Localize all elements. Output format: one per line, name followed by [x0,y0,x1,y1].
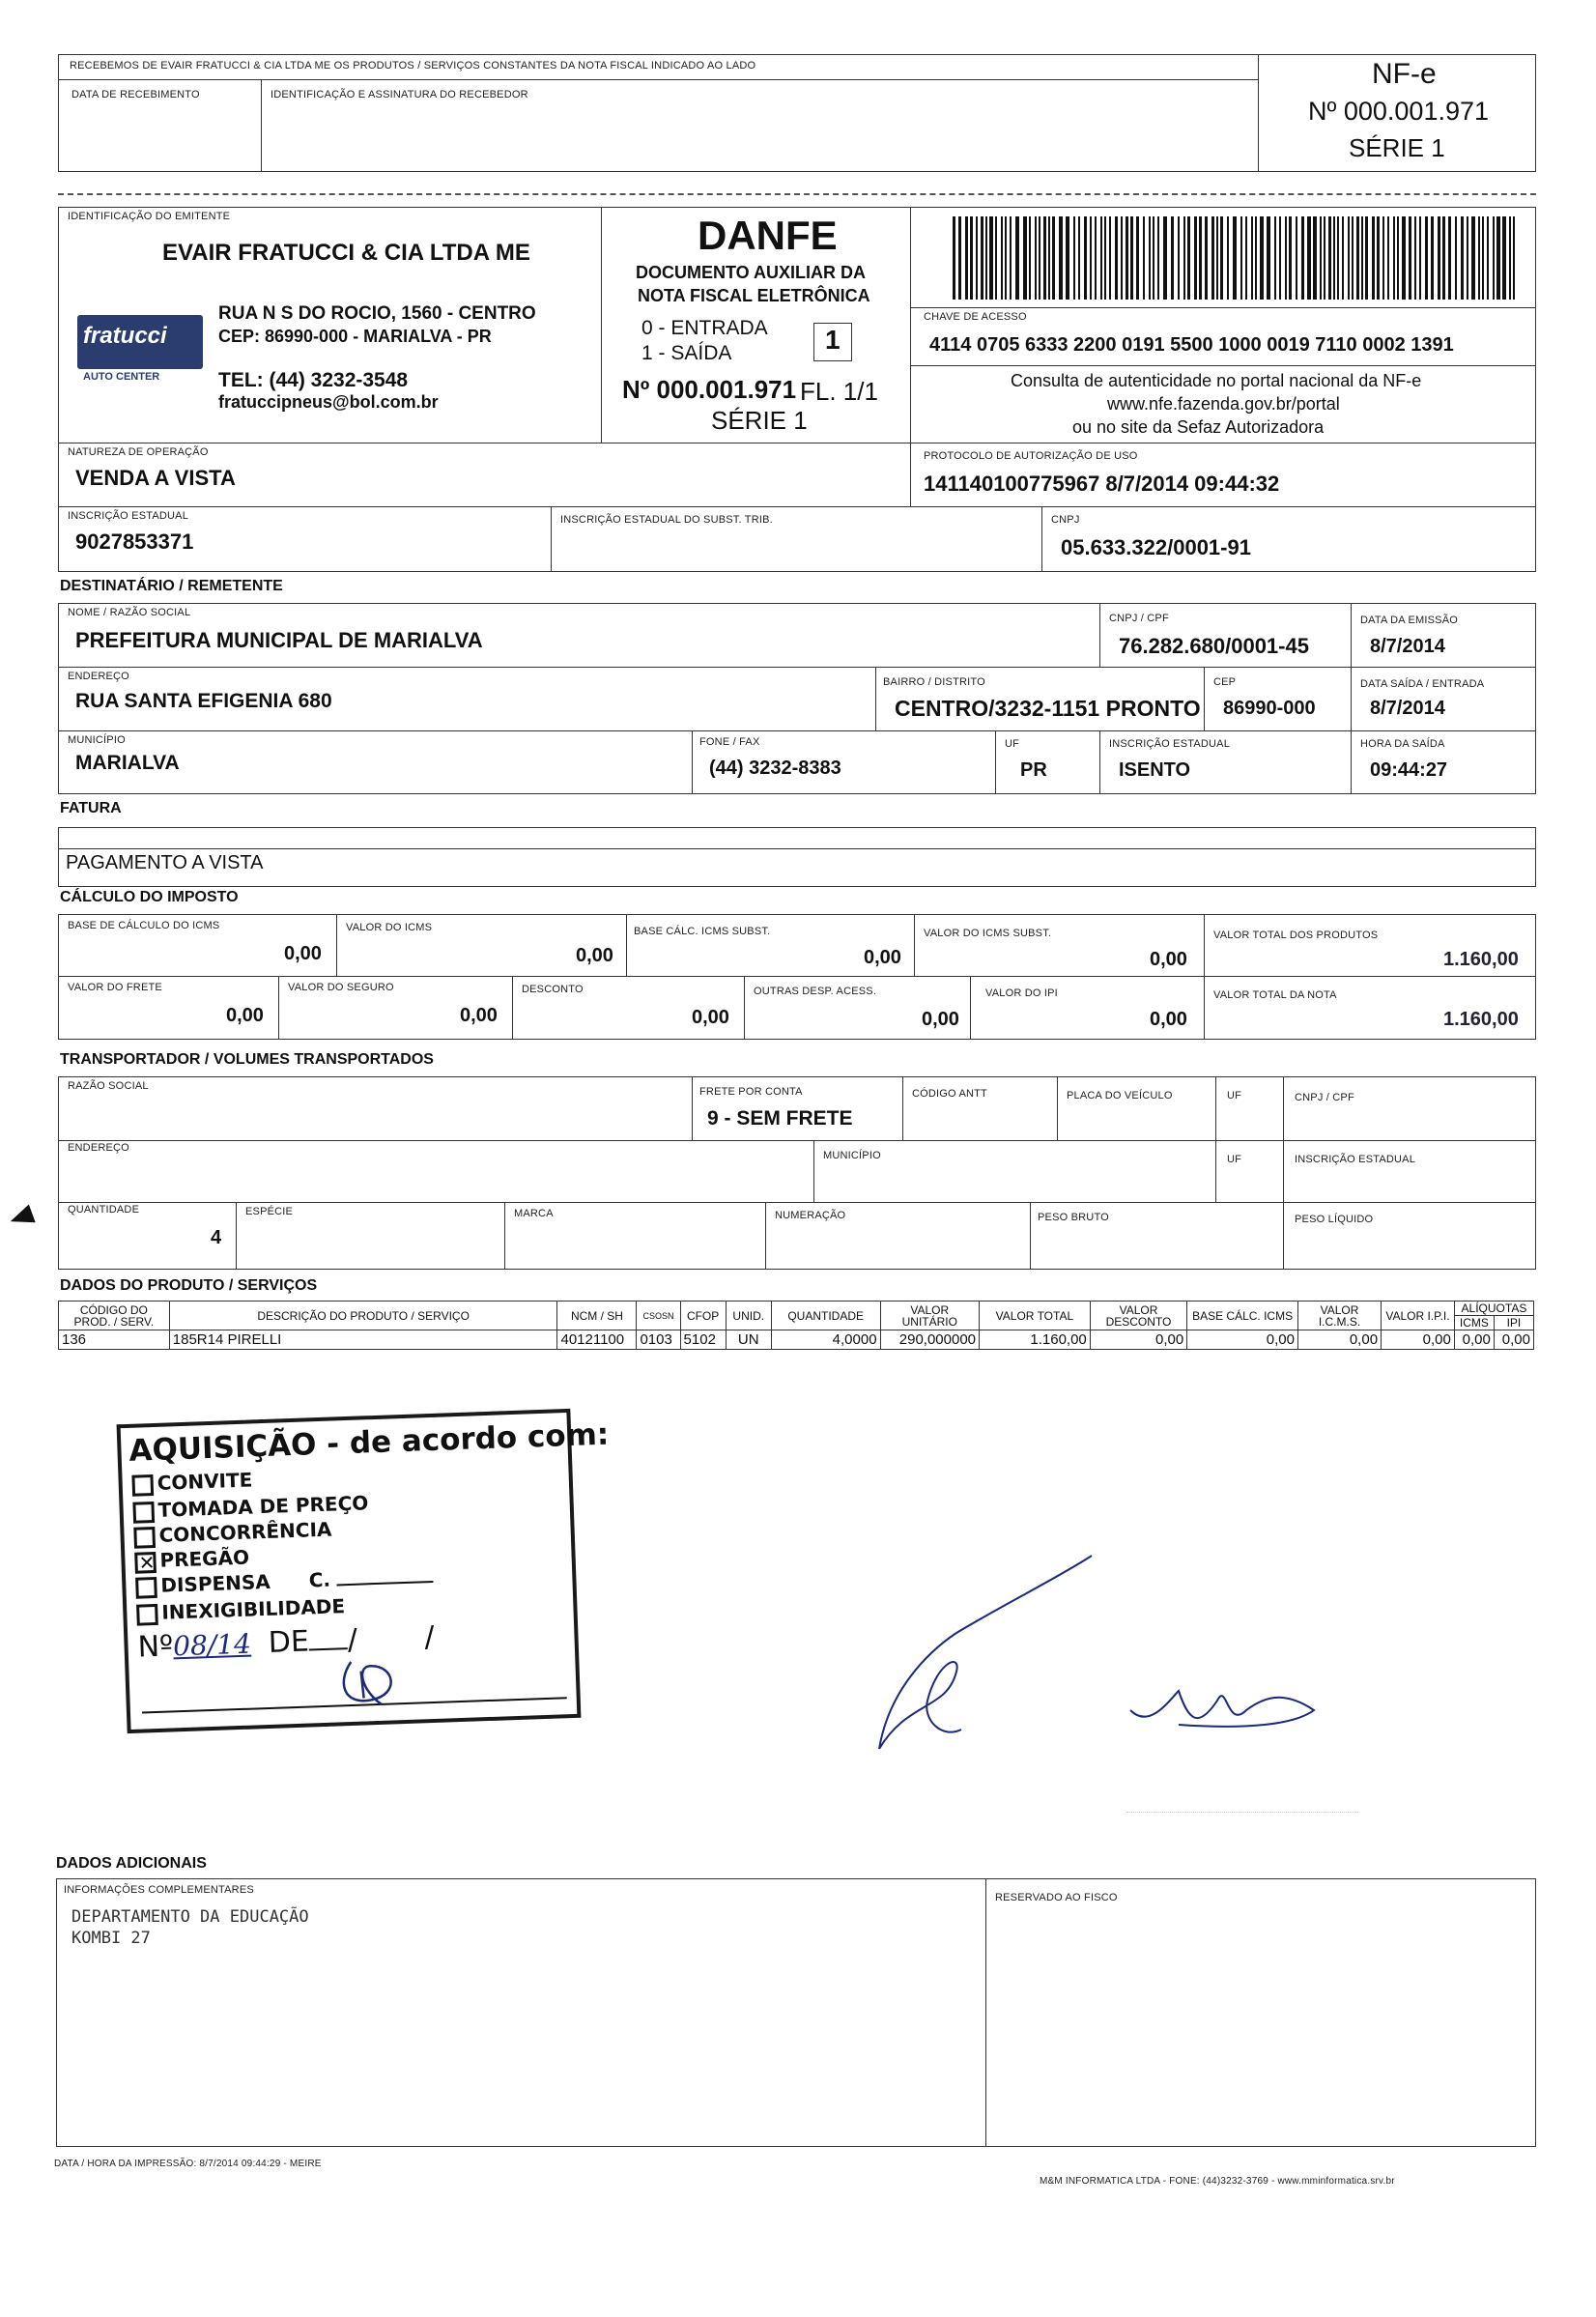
barcode-bar [1220,216,1223,300]
products-table [58,1301,1534,1350]
col-qty: QUANTIDADE [771,1302,880,1330]
col-rate-ipi: IPI [1494,1316,1533,1330]
signature-1 [869,1546,1101,1768]
cell-csosn: 0103 [637,1330,680,1350]
col-code: CÓDIGO DO PROD. / SERV. [59,1302,170,1330]
consult-line2: www.nfe.fazenda.gov.br/portal [1107,394,1340,414]
emitter-cnpj-value: 05.633.322/0001-91 [1061,535,1251,559]
base-icms-label: BASE DE CÁLCULO DO ICMS [68,920,220,931]
stamp-initials [331,1650,411,1711]
barcode-bar [1109,216,1111,300]
barcode-bar [1397,216,1399,300]
barcode-bar [1149,216,1151,300]
ie-st-label: INSCRIÇÃO ESTADUAL DO SUBST. TRIB. [560,514,773,526]
barcode-bar [1001,216,1003,300]
barcode-bar [1393,216,1395,300]
barcode-bar [1348,216,1350,300]
col-base: BASE CÁLC. ICMS [1187,1302,1298,1330]
invoice-section-label: FATURA [60,800,122,816]
freight: 0,00 [226,1005,264,1026]
print-info: DATA / HORA DA IMPRESSÃO: 8/7/2014 09:44:29 - MEIRE [54,2159,322,2169]
barcode-bar [1048,216,1050,300]
ie-value: 9027853371 [75,529,194,554]
recipient-address: RUA SANTA EFIGENIA 680 [75,690,332,712]
emitter-address1: RUA N S DO ROCIO, 1560 - CENTRO [218,303,536,324]
barcode-bar [1187,216,1190,300]
cell-total: 1.160,00 [980,1330,1091,1350]
district-label: BAIRRO / DISTRITO [883,676,985,688]
barcode-bar [985,216,987,300]
barcode-bar [1100,216,1102,300]
col-csosn: CSOSN [637,1302,680,1330]
barcode-bar [1455,216,1457,300]
kind-label: ESPÉCIE [245,1206,294,1217]
carrier-uf2-label: UF [1227,1154,1242,1165]
city-value: MARIALVA [75,752,180,774]
barcode-bar [1372,216,1375,300]
emitter-cnpj-label: CNPJ [1051,514,1080,526]
barcode-bar [1178,216,1180,300]
cell-rate-ipi: 0,00 [1494,1330,1533,1350]
barcode-bar [1382,216,1384,300]
barcode-bar [1183,216,1185,300]
info-label: INFORMAÇÕES COMPLEMENTARES [64,1884,254,1896]
recipient-cnpj-label: CNPJ / CPF [1109,613,1169,624]
barcode-bar [1084,216,1087,300]
qty-value: 4 [211,1227,222,1248]
barcode-bar [1279,216,1281,300]
insurance-label: VALOR DO SEGURO [288,982,394,993]
signature-scribble-text [1126,1764,1358,1813]
barcode-bar [1163,216,1167,300]
uf-value: PR [1020,759,1047,781]
barcode-bar [1324,216,1325,300]
carrier-city-label: MUNICÍPIO [823,1150,881,1161]
barcode-bar [1377,216,1380,300]
transport-block [58,1076,1536,1270]
barcode-bar [1073,216,1075,300]
barcode-bar [1194,216,1197,300]
logo-text: fratucci [83,323,167,349]
col-icms-value: VALOR I.C.M.S. [1297,1302,1381,1330]
barcode-bar [1320,216,1322,300]
barcode-bar [1010,216,1012,300]
barcode-bar [1260,216,1264,300]
emitter-logo [77,315,203,369]
barcode-bar [1409,216,1411,300]
barcode-bar [1328,216,1331,300]
ie-label: INSCRIÇÃO ESTADUAL [68,510,189,522]
receipt-text: RECEBEMOS DE EVAIR FRATUCCI & CIA LTDA ME OS PRODUTOS / SERVIÇOS CONSTANTES DA NOTA FISCAL INDICADO AO LADO [70,60,756,72]
receipt-sign-label: IDENTIFICAÇÃO E ASSINATURA DO RECEBEDOR [271,89,528,100]
barcode-bar [989,216,993,300]
col-desc: DESCRIÇÃO DO PRODUTO / SERVIÇO [169,1302,557,1330]
nfe-label: NF-e [1372,58,1437,90]
recipient-cnpj: 76.282.680/0001-45 [1119,634,1309,658]
carrier-uf-label: UF [1227,1090,1242,1101]
barcode-bar [1356,216,1359,300]
nature-value: VENDA A VISTA [75,466,236,490]
emitter-name: EVAIR FRATUCCI & CIA LTDA ME [162,240,530,266]
base-st: 0,00 [864,947,901,968]
freight-mode-label: FRETE POR CONTA [699,1086,803,1098]
cell-discount: 0,00 [1090,1330,1186,1350]
barcode-bar [1216,216,1218,300]
barcode-bar [1414,216,1416,300]
stamp-title: AQUISIÇÃO - de acordo com: [128,1416,610,1469]
other: 0,00 [922,1009,959,1030]
exit-time-label: HORA DA SAÍDA [1360,738,1445,750]
fisco-label: RESERVADO AO FISCO [995,1892,1118,1903]
carrier-ie-label: INSCRIÇÃO ESTADUAL [1295,1154,1416,1165]
barcode-bar [1095,216,1097,300]
barcode-bar [1059,216,1063,300]
barcode-bar [1502,216,1506,300]
col-total: VALOR TOTAL [980,1302,1091,1330]
recipient-ie: ISENTO [1119,759,1191,781]
danfe-title: DANFE [698,213,838,258]
receipt-nfe-series: SÉRIE 1 [1349,133,1445,162]
danfe-series: SÉRIE 1 [711,406,808,435]
additional-section-label: DADOS ADICIONAIS [56,1855,207,1872]
barcode-bar [1333,216,1335,300]
total: 1.160,00 [1443,1009,1519,1030]
other-label: OUTRAS DESP. ACESS. [754,986,877,997]
page-marker [7,1204,35,1230]
barcode-bar [1240,216,1242,300]
access-key: 4114 0705 6333 2200 0191 5500 1000 0019 7110 0002 1391 [929,334,1454,356]
cell-rate-icms: 0,00 [1454,1330,1494,1350]
ipi: 0,00 [1150,1009,1187,1030]
net-label: PESO LÍQUIDO [1295,1214,1374,1225]
barcode-bar [1342,216,1344,300]
discount: 0,00 [692,1007,729,1028]
barcode-bar [995,216,997,300]
barcode-bar [1143,216,1145,300]
total-products-label: VALOR TOTAL DOS PRODUTOS [1213,930,1379,941]
barcode-bar [1052,216,1055,300]
barcode-bar [981,216,983,300]
receipt-date-label: DATA DE RECEBIMENTO [71,89,200,100]
barcode-bar [1307,216,1311,300]
barcode-bar [1023,216,1027,300]
total-products: 1.160,00 [1443,949,1519,970]
cell-ipi: 0,00 [1382,1330,1455,1350]
barcode-bar [1227,216,1229,300]
cep-value: 86990-000 [1223,698,1316,719]
base-st-label: BASE CÁLC. ICMS SUBST. [634,926,771,937]
cell-qty: 4,0000 [771,1330,880,1350]
barcode-bar [1352,216,1354,300]
barcode-bar [1365,216,1368,300]
phone-label: FONE / FAX [699,736,760,748]
barcode-bar [1461,216,1464,300]
barcode-bar [1043,216,1046,300]
barcode-bar [958,216,961,300]
access-key-label: CHAVE DE ACESSO [924,311,1027,323]
carrier-address-label: ENDEREÇO [68,1142,129,1154]
barcode-bar [1448,216,1451,300]
carrier-cnpj-label: CNPJ / CPF [1295,1092,1354,1103]
discount-label: DESCONTO [522,984,584,995]
col-rate-icms: ICMS [1454,1316,1494,1330]
barcode-bar [1301,216,1304,300]
cell-base: 0,00 [1187,1330,1298,1350]
recipient-name: PREFEITURA MUNICIPAL DE MARIALVA [75,628,483,652]
consult-line3: ou no site da Sefaz Autorizadora [1072,417,1325,437]
barcode-bar [1296,216,1297,300]
table-row [59,1330,1534,1350]
cell-cfop: 5102 [680,1330,726,1350]
barcode-bar [1066,216,1069,300]
barcode-bar [1090,216,1092,300]
stamp-number-line: Nº08/14 DE / / [137,1618,465,1665]
carrier-name-label: RAZÃO SOCIAL [68,1080,149,1092]
base-icms: 0,00 [284,943,322,964]
uf-label: UF [1005,738,1020,750]
barcode-bar [1078,216,1080,300]
barcode-bar [1029,216,1031,300]
danfe-type-value: 1 [825,325,841,355]
plate-label: PLACA DO VEÍCULO [1067,1090,1173,1101]
icms-st-label: VALOR DO ICMS SUBST. [924,928,1052,939]
emission-date: 8/7/2014 [1370,636,1445,657]
danfe-exit: 1 - SAÍDA [641,342,732,364]
barcode-bar [1015,216,1019,300]
district-value: CENTRO/3232-1151 PRONTO [895,696,1201,721]
barcode-bar [1157,216,1159,300]
emitter-phone: TEL: (44) 3232-3548 [218,369,409,391]
barcode-bar [970,216,973,300]
numbering-label: NUMERAÇÃO [775,1210,846,1221]
exit-date: 8/7/2014 [1370,698,1445,719]
col-rates: ALÍQUOTAS [1454,1302,1533,1316]
recipient-address-label: ENDEREÇO [68,671,129,682]
barcode-bar [1205,216,1208,300]
cell-ncm: 40121100 [557,1330,637,1350]
col-unit-price: VALOR UNITÁRIO [880,1302,979,1330]
tax-section-label: CÁLCULO DO IMPOSTO [60,889,239,905]
barcode-bar [1509,216,1511,300]
transport-section-label: TRANSPORTADOR / VOLUMES TRANSPORTADOS [60,1051,434,1068]
barcode-bar [1513,216,1515,300]
stamp-option-tomada: TOMADA DE PREÇO [132,1491,368,1523]
emitter-section-label: IDENTIFICAÇÃO DO EMITENTE [68,211,231,222]
recipient-name-label: NOME / RAZÃO SOCIAL [68,607,191,618]
col-ncm: NCM / SH [557,1302,637,1330]
col-unit: UNID. [726,1302,771,1330]
col-cfop: CFOP [680,1302,726,1330]
emitter-address2: CEP: 86990-000 - MARIALVA - PR [218,327,492,346]
stamp-option-inexigibilidade: INEXIGIBILIDADE [136,1594,346,1625]
cell-code: 136 [59,1330,170,1350]
insurance: 0,00 [460,1005,498,1026]
consult-line1: Consulta de autenticidade no portal nacional da NF-e [1011,371,1422,390]
barcode-bar [1136,216,1139,300]
exit-time: 09:44:27 [1370,759,1448,781]
phone-value: (44) 3232-8383 [709,758,841,779]
icms-label: VALOR DO ICMS [346,922,433,933]
total-label: VALOR TOTAL DA NOTA [1213,989,1337,1001]
ipi-label: VALOR DO IPI [985,987,1058,999]
barcode-bar [1487,216,1489,300]
city-label: MUNICÍPIO [68,734,126,746]
barcode-bar [953,216,955,300]
cut-line [58,193,1536,195]
cell-unit: UN [726,1330,771,1350]
barcode-bar [1478,216,1480,300]
icms: 0,00 [576,945,613,966]
stamp-number: 08/14 [172,1627,252,1663]
emitter-email: fratuccipneus@bol.com.br [218,392,439,412]
barcode-bar [1387,216,1389,300]
barcode-bar [1199,216,1202,300]
icms-st: 0,00 [1150,949,1187,970]
antt-label: CÓDIGO ANTT [912,1088,987,1100]
barcode-bar [1153,216,1154,300]
barcode-bar [965,216,968,300]
barcode-bar [1482,216,1484,300]
danfe-subtitle2: NOTA FISCAL ELETRÔNICA [638,286,870,305]
barcode-bar [1126,216,1128,300]
info-line2: KOMBI 27 [71,1929,151,1948]
barcode-bar [1104,216,1106,300]
cell-desc: 185R14 PIRELLI [169,1330,557,1350]
barcode-bar [1285,216,1287,300]
barcode-bar [1438,216,1440,300]
invoice-payment: PAGAMENTO A VISTA [66,852,264,873]
freight-label: VALOR DO FRETE [68,982,162,993]
freight-mode: 9 - SEM FRETE [707,1107,853,1130]
barcode-bar [1211,216,1214,300]
acquisition-stamp [117,1409,610,1733]
cell-unit-price: 290,000000 [880,1330,979,1350]
barcode-bar [1130,216,1133,300]
col-discount: VALOR DESCONTO [1090,1302,1186,1330]
barcode [953,216,1521,300]
gross-label: PESO BRUTO [1038,1212,1109,1223]
stamp-option-concorrencia: CONCORRÊNCIA [133,1518,332,1549]
danfe-sheet: FL. 1/1 [800,377,878,406]
cell-icms: 0,00 [1297,1330,1381,1350]
barcode-bar [1245,216,1247,300]
barcode-bar [1419,216,1421,300]
info-line1: DEPARTAMENTO DA EDUCAÇÃO [71,1907,309,1927]
barcode-bar [1251,216,1253,300]
barcode-bar [1035,216,1037,300]
stamp-option-convite: CONVITE [131,1468,252,1496]
barcode-bar [1233,216,1237,300]
barcode-bar [1467,216,1468,300]
brand-label: MARCA [514,1208,554,1219]
protocol-label: PROTOCOLO DE AUTORIZAÇÃO DE USO [924,450,1138,462]
barcode-bar [1255,216,1257,300]
barcode-bar [1431,216,1434,300]
barcode-bar [1289,216,1292,300]
nature-label: NATUREZA DE OPERAÇÃO [68,446,209,458]
barcode-bar [1471,216,1475,300]
danfe-number: Nº 000.001.971 [622,375,797,404]
barcode-bar [1442,216,1445,300]
invoice-block [58,827,1536,887]
qty-label: QUANTIDADE [68,1204,140,1216]
protocol-value: 141140100775967 8/7/2014 09:44:32 [924,472,1280,496]
barcode-bar [1361,216,1363,300]
recipient-ie-label: INSCRIÇÃO ESTADUAL [1109,738,1231,750]
barcode-bar [1115,216,1118,300]
barcode-bar [1039,216,1040,300]
cep-label: CEP [1213,676,1237,688]
stamp-option-pregao: ✕PREGÃO [134,1546,249,1574]
barcode-bar [1496,216,1500,300]
barcode-bar [1171,216,1174,300]
barcode-bar [1425,216,1428,300]
recipient-section-label: DESTINATÁRIO / REMETENTE [60,578,283,594]
logo-sub: AUTO CENTER [83,371,160,383]
products-section-label: DADOS DO PRODUTO / SERVIÇOS [60,1277,318,1294]
barcode-bar [1121,216,1123,300]
barcode-bar [1402,216,1406,300]
signature-2 [1121,1672,1333,1759]
barcode-bar [1493,216,1495,300]
barcode-bar [1313,216,1317,300]
col-ipi-value: VALOR I.P.I. [1382,1302,1455,1330]
emission-label: DATA DA EMISSÃO [1360,615,1459,626]
exit-date-label: DATA SAÍDA / ENTRADA [1360,678,1485,690]
barcode-bar [1267,216,1270,300]
barcode-bar [1274,216,1276,300]
stamp-option-dispensa: DISPENSA C. [135,1564,433,1598]
barcode-bar [1337,216,1339,300]
danfe-entry: 0 - ENTRADA [641,317,768,339]
barcode-bar [976,216,978,300]
software-info: M&M INFORMATICA LTDA - FONE: (44)3232-3769 - www.mminformatica.srv.br [1040,2176,1395,2187]
receipt-nfe-number: Nº 000.001.971 [1308,97,1490,126]
danfe-subtitle1: DOCUMENTO AUXILIAR DA [636,263,866,282]
barcode-bar [1005,216,1007,300]
